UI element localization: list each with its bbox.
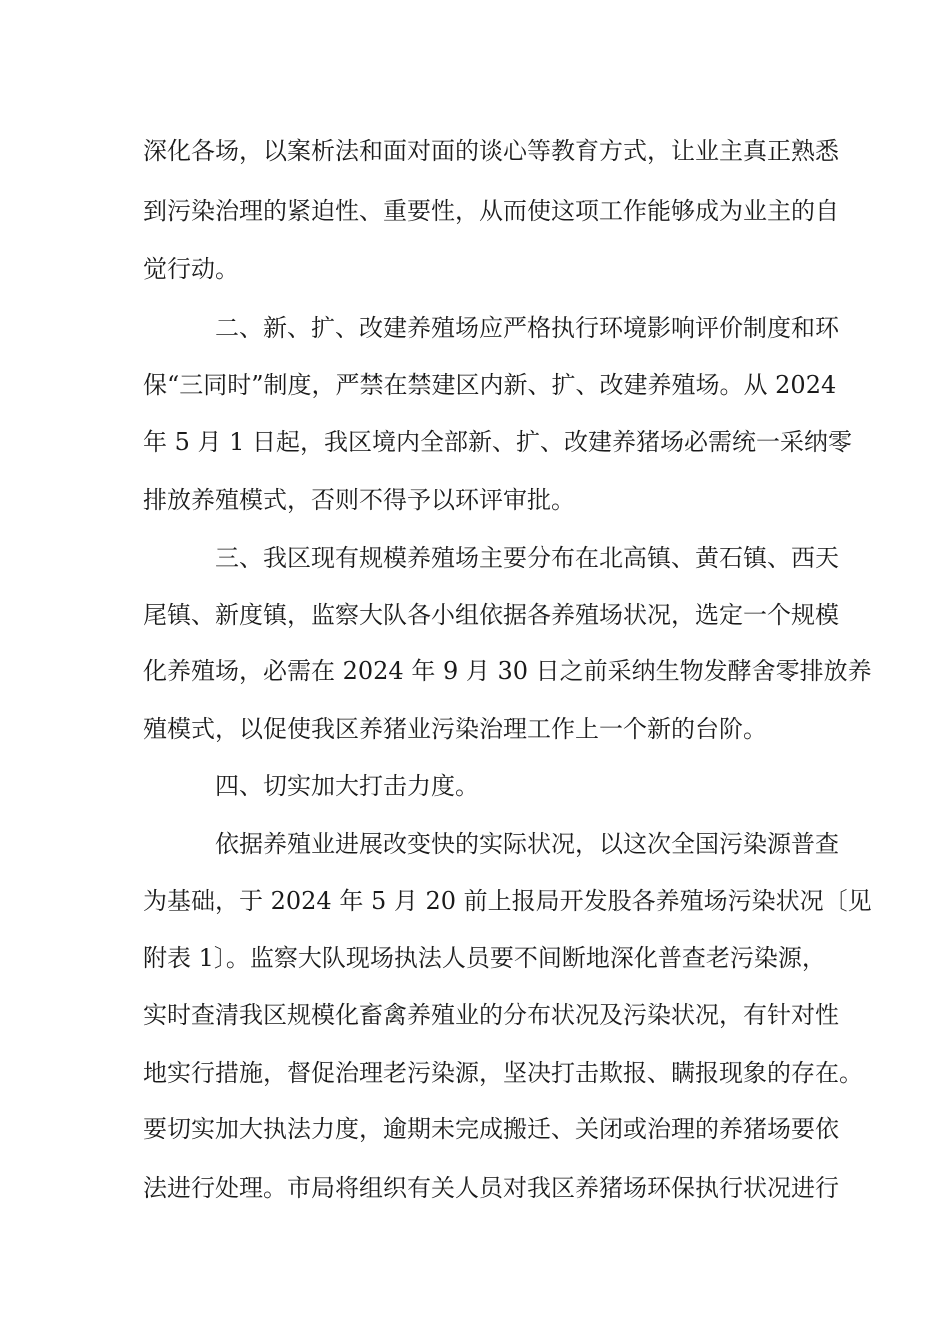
paragraph-first-line: 二、新、扩、改建养殖场应严格执行环境影响评价制度和环 — [215, 314, 839, 342]
paragraph-first-line: 依据养殖业进展改变快的实际状况，以这次全国污染源普查 — [215, 830, 839, 858]
text-line: 附表 1〕。监察大队现场执法人员要不间断地深化普查老污染源， — [143, 944, 826, 972]
text-line: 到污染治理的紧迫性、重要性，从而使这项工作能够成为业主的自 — [143, 197, 839, 225]
text-line: 化养殖场，必需在 2024 年 9 月 30 日之前采纳生物发酵舍零排放养 — [143, 657, 872, 685]
text-line: 为基础，于 2024 年 5 月 20 前上报局开发股各养殖场污染状况〔见 — [143, 887, 872, 915]
text-line: 保“三同时”制度，严禁在禁建区内新、扩、改建养殖场。从 2024 — [143, 371, 837, 399]
section-heading: 四、切实加大打击力度。 — [215, 772, 479, 800]
text-line: 地实行措施，督促治理老污染源，坚决打击欺报、瞒报现象的存在。 — [143, 1059, 863, 1087]
text-line: 深化各场，以案析法和面对面的谈心等教育方式，让业主真正熟悉 — [143, 137, 839, 165]
text-line: 要切实加大执法力度，逾期未完成搬迁、关闭或治理的养猪场要依 — [143, 1115, 839, 1143]
paragraph-first-line: 三、我区现有规模养殖场主要分布在北高镇、黄石镇、西天 — [215, 544, 839, 572]
text-line: 殖模式，以促使我区养猪业污染治理工作上一个新的台阶。 — [143, 715, 767, 743]
text-line: 觉行动。 — [143, 255, 239, 283]
text-line: 法进行处理。市局将组织有关人员对我区养猪场环保执行状况进行 — [143, 1174, 839, 1202]
text-line: 尾镇、新度镇，监察大队各小组依据各养殖场状况，选定一个规模 — [143, 601, 839, 629]
text-line: 排放养殖模式，否则不得予以环评审批。 — [143, 486, 575, 514]
text-line: 年 5 月 1 日起，我区境内全部新、扩、改建养猪场必需统一采纳零 — [143, 428, 853, 456]
text-line: 实时查清我区规模化畜禽养殖业的分布状况及污染状况，有针对性 — [143, 1001, 839, 1029]
